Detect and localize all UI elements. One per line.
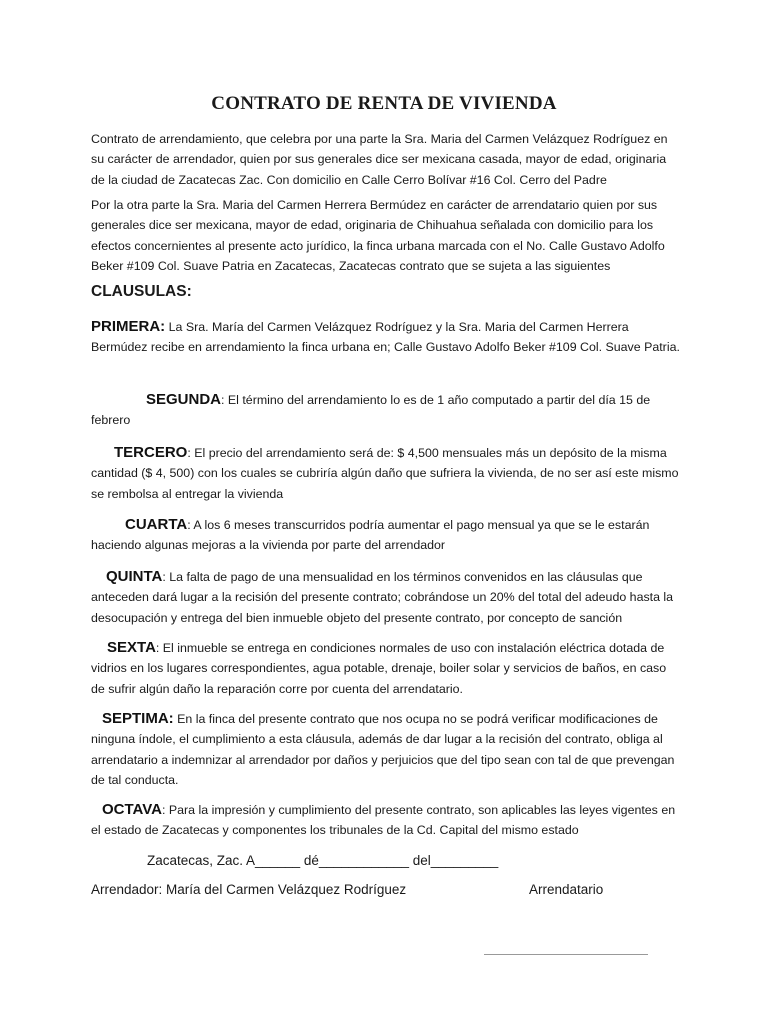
clause-primera (91, 317, 683, 358)
clause-quinta (91, 567, 683, 628)
clause-keyword: SEPTIMA: (102, 710, 174, 727)
clause-text: En la finca del presente contrato que nos ocupa no se podrá verificar modificaciones de ninguna índole, el cumplimiento a esta cláusula, además de dar lugar a la recisión del contrato, obliga al arrendatario a indemnizar al arrendador por daños y perjuicios que del tipo sean con tal de que prevengan de tal conducta. (91, 712, 675, 787)
clauses-heading: CLAUSULAS: (91, 283, 192, 300)
signature-line (484, 954, 648, 955)
date-line: Zacatecas, Zac. A______ dé____________ del_________ (147, 853, 499, 868)
clause-text: : El inmueble se entrega en condiciones normales de uso con instalación eléctrica dotada de vidrios en los lugares correspondientes, agua potable, drenaje, boiler solar y servicios de baños, en caso de sufrir algún daño la reparación corre por cuenta del arrendatario. (91, 641, 667, 696)
clause-keyword: CUARTA (125, 516, 188, 533)
clause-text: : El precio del arrendamiento será de: $ 4,500 mensuales más un depósito de la misma cantidad ($ 4, 500) con los cuales se cubriría algún daño que sufriera la vivienda, de no ser así este mismo se rembolsa al entregar la vivienda (91, 446, 679, 501)
clause-text: : Para la impresión y cumplimiento del presente contrato, son aplicables las leyes vigentes en el estado de Zacatecas y componentes los tribunales de la Cd. Capital del mismo estado (91, 803, 676, 838)
arrendatario-signature-label: Arrendatario (529, 882, 604, 897)
clause-keyword: OCTAVA (102, 801, 162, 818)
clause-text: : A los 6 meses transcurridos podría aumentar el pago mensual ya que se le estarán haciendo algunas mejoras a la vivienda por parte del arrendador (91, 518, 650, 553)
clause-sexta (91, 638, 683, 699)
document-title: CONTRATO DE RENTA DE VIVIENDA (211, 93, 557, 114)
clause-keyword: PRIMERA: (91, 318, 166, 335)
clause-keyword: QUINTA (106, 568, 163, 585)
clause-text: La Sra. María del Carmen Velázquez Rodríguez y la Sra. Maria del Carmen Herrera Bermúdez recibe en arrendamiento la finca urbana en; Calle Gustavo Adolfo Beker #109 Col. Suave Patria. (91, 320, 680, 355)
intro-paragraph-arrendador: Contrato de arrendamiento, que celebra por una parte la Sra. Maria del Carmen Velázquez Rodríguez en su carácter de arrendador, quien por sus generales dice ser mexicana casada, mayor de edad, originaria de la ciudad de Zacatecas Zac. Con domicilio en Calle Cerro Bolívar #16 Col. Cerro del Padre (91, 132, 668, 187)
clause-text: : El término del arrendamiento lo es de 1 año computado a partir del día 15 de febrero (91, 393, 651, 428)
clause-tercero (91, 443, 683, 504)
intro-paragraph-arrendatario: Por la otra parte la Sra. Maria del Carmen Herrera Bermúdez en carácter de arrendatario quien por sus generales dice ser mexicana, mayor de edad, originaria de Chihuahua señalada con domicilio para los efectos concernientes al presente acto jurídico, la finca urbana marcada con el No. Calle Gustavo Adolfo Beker #109 Col. Suave Patria en Zacatecas, Zacatecas contrato que se sujeta a las siguientes (91, 198, 665, 273)
clause-cuarta (91, 515, 683, 556)
clause-text: : La falta de pago de una mensualidad en los términos convenidos en las cláusulas que anteceden dará lugar a la recisión del presente contrato; cobrándose un 20% del total del adeudo hasta la desocupación y entrega del bien inmueble objeto del presente contrato, por concepto de sanción (91, 570, 674, 625)
clause-keyword: SEXTA (107, 639, 156, 656)
clause-keyword: TERCERO (114, 444, 188, 461)
clause-octava (91, 800, 683, 841)
clause-segunda (91, 390, 683, 431)
clause-keyword: SEGUNDA (146, 391, 222, 408)
clause-septima (91, 709, 683, 790)
arrendador-signature-label: Arrendador: María del Carmen Velázquez Rodríguez (91, 882, 407, 897)
